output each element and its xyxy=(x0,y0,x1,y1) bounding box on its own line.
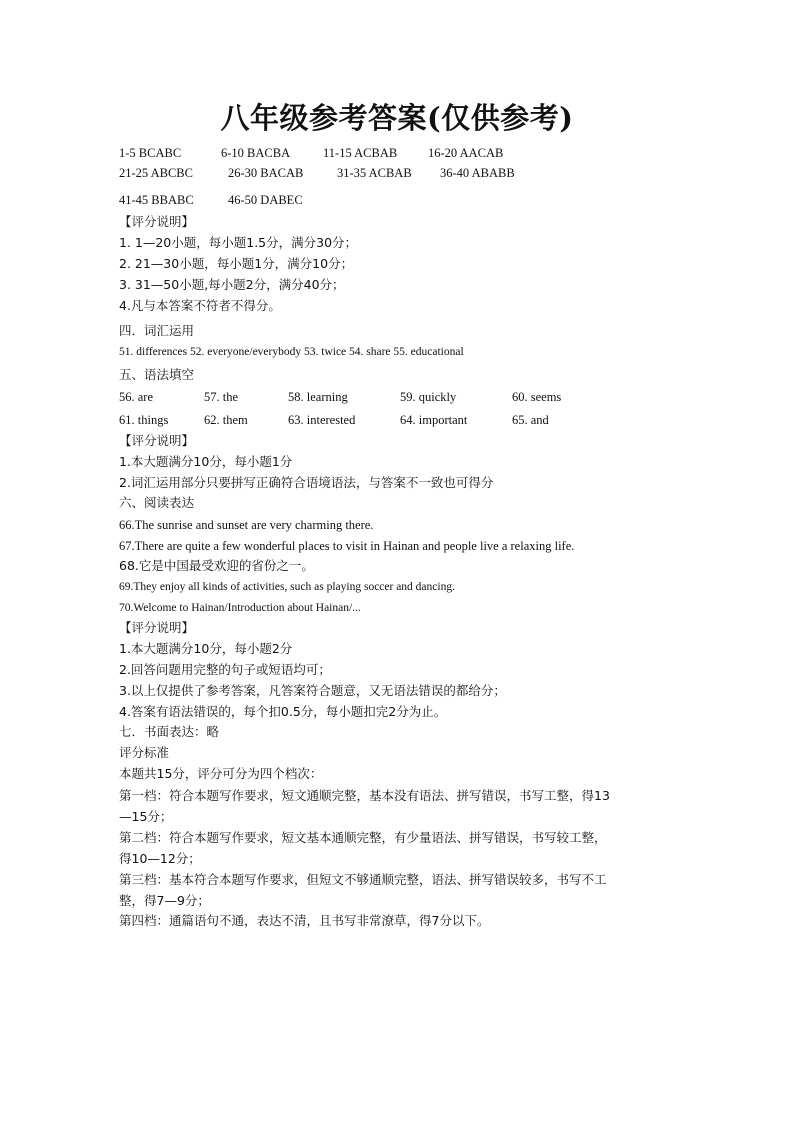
mc-answer: 41-45 BBABC xyxy=(119,193,194,207)
grammar-answer: 60. seems xyxy=(512,390,562,404)
scoring-note: 3. 31—50小题,每小题2分，满分40分； xyxy=(119,277,345,292)
writing-intro: 本题共15分，评分可分为四个档次： xyxy=(119,766,323,781)
grammar-answer: 59. quickly xyxy=(400,390,457,404)
scoring-note: 2.回答问题用完整的句子或短语均可； xyxy=(119,662,331,677)
scoring-note: 2.词汇运用部分只要拼写正确符合语境语法，与答案不一致也可得分 xyxy=(119,475,494,490)
section-heading-vocabulary: 四．词汇运用 xyxy=(119,323,195,338)
mc-answer: 1-5 BCABC xyxy=(119,146,182,160)
mc-answer: 46-50 DABEC xyxy=(228,193,303,207)
grammar-answer: 56. are xyxy=(119,390,154,404)
mc-answer: 26-30 BACAB xyxy=(228,166,304,180)
scoring-note: 1.本大题满分10分，每小题2分 xyxy=(119,641,293,656)
reading-answer: 68.它是中国最受欢迎的省份之一。 xyxy=(119,558,314,573)
section-heading-grammar: 五、语法填空 xyxy=(119,367,195,382)
scoring-notes-heading: 【评分说明】 xyxy=(119,433,195,448)
grammar-answer: 58. learning xyxy=(288,390,348,404)
reading-answer: 67.There are quite a few wonderful places to visit in Hainan and people live a relaxing life. xyxy=(119,539,575,553)
grammar-answer: 64. important xyxy=(400,413,468,427)
scoring-notes-heading: 【评分说明】 xyxy=(119,214,195,229)
mc-answer: 31-35 ACBAB xyxy=(337,166,412,180)
grammar-answer: 63. interested xyxy=(288,413,356,427)
mc-answer: 16-20 AACAB xyxy=(428,146,504,160)
section-heading-reading: 六、阅读表达 xyxy=(119,495,195,510)
section-heading-writing: 七．书面表达：略 xyxy=(119,724,220,739)
writing-level-line: 第三档：基本符合本题写作要求，但短文不够通顺完整，语法、拼写错误较多，书写不工 xyxy=(119,872,607,887)
page-title: 八年级参考答案(仅供参考) xyxy=(220,101,574,135)
grammar-answer: 57. the xyxy=(204,390,239,404)
writing-level-line: 第一档：符合本题写作要求，短文通顺完整，基本没有语法、拼写错误，书写工整，得13 xyxy=(119,788,610,803)
mc-answer: 6-10 BACBA xyxy=(221,146,291,160)
reading-answer: 70.Welcome to Hainan/Introduction about Hainan/... xyxy=(119,602,361,614)
grammar-answer: 62. them xyxy=(204,413,248,427)
grammar-answer: 65. and xyxy=(512,413,549,427)
reading-answer: 69.They enjoy all kinds of activities, such as playing soccer and dancing. xyxy=(119,581,455,593)
scoring-notes-heading: 【评分说明】 xyxy=(119,620,195,635)
writing-level-line: 得10—12分； xyxy=(119,851,201,866)
reading-answer: 66.The sunrise and sunset are very charming there. xyxy=(119,518,374,532)
scoring-note: 3.以上仅提供了参考答案，凡答案符合题意，又无语法错误的都给分； xyxy=(119,683,506,698)
vocabulary-answers: 51. differences 52. everyone/everybody 53. twice 54. share 55. educational xyxy=(119,346,464,358)
mc-answer: 21-25 ABCBC xyxy=(119,166,193,180)
scoring-note: 4.凡与本答案不符者不得分。 xyxy=(119,298,281,313)
mc-answer: 11-15 ACBAB xyxy=(323,146,398,160)
scoring-note: 1.本大题满分10分，每小题1分 xyxy=(119,454,293,469)
writing-level-line: 整，得7—9分； xyxy=(119,893,210,908)
scoring-note: 4.答案有语法错误的，每个扣0.5分，每小题扣完2分为止。 xyxy=(119,704,447,719)
scoring-note: 1. 1—20小题，每小题1.5分，满分30分； xyxy=(119,235,358,250)
writing-level-line: 第四档：通篇语句不通，表达不清，且书写非常潦草，得7分以下。 xyxy=(119,913,490,928)
scoring-standard-label: 评分标准 xyxy=(119,745,170,760)
scoring-note: 2. 21—30小题，每小题1分，满分10分； xyxy=(119,256,354,271)
grammar-answer: 61. things xyxy=(119,413,169,427)
writing-level-line: —15分； xyxy=(119,809,173,824)
writing-level-line: 第二档：符合本题写作要求，短文基本通顺完整，有少量语法、拼写错误，书写较工整， xyxy=(119,830,607,845)
mc-answer: 36-40 ABABB xyxy=(440,166,515,180)
